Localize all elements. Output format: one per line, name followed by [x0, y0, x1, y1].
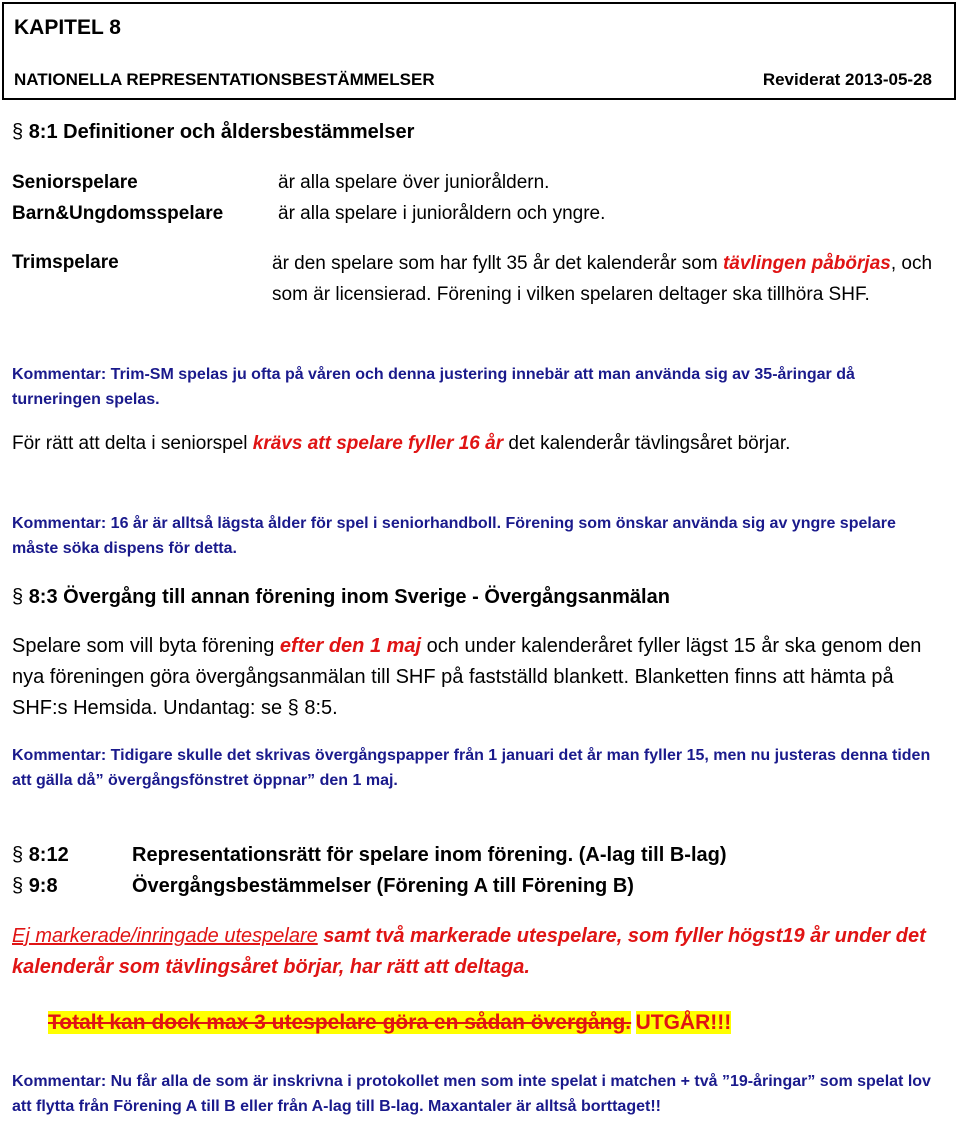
section-8-12-title: Representationsrätt för spelare inom förening. (A-lag till B-lag) [132, 844, 727, 866]
senior-para-text-2: det kalenderår tävlingsåret börjar. [508, 433, 791, 454]
def-trim-text-1: är den spelare som har fyllt 35 år det kalenderår som [272, 253, 718, 274]
unmarked-underlined: Ej markerade/inringade utespelare [12, 925, 318, 947]
section-8-12-num: 8:12 [28, 844, 69, 866]
revoked-label: UTGÅR!!! [635, 1011, 732, 1034]
transfer-red: efter den 1 maj [279, 635, 422, 657]
def-trimspelare [272, 248, 948, 310]
def-barn-ungdom: är alla spelare i junioråldern och yngre. [278, 203, 606, 224]
section-8-1-heading [12, 121, 414, 144]
def-trim-text-2: , och som är licensierad. Förening i vilken spelaren deltager ska tillhöra SHF. [272, 253, 933, 305]
senior-age-paragraph [12, 428, 942, 459]
def-seniorspelare: är alla spelare över junioråldern. [278, 172, 550, 193]
comment-transfer-papers: Kommentar: Tidigare skulle det skrivas övergångspapper från 1 januari det år man fyller 15, men nu justeras denna tiden att gälla då” övergångsfönstret öppnar” den 1 maj. [12, 747, 931, 789]
def-trim-red: tävlingen påbörjas [722, 253, 891, 274]
chapter-header [2, 2, 956, 100]
chapter-title: KAPITEL 8 [14, 16, 121, 39]
senior-para-red: krävs att spelare fyller 16 år [252, 433, 504, 454]
term-barn-ungdom: Barn&Ungdomsspelare [12, 203, 224, 224]
chapter-subtitle: NATIONELLA REPRESENTATIONSBESTÄMMELSER [14, 70, 435, 89]
paragraph-sign-icon: § [12, 844, 24, 866]
revoked-rule-text: Totalt kan dock max 3 utespelare göra en sådan övergång. [48, 1011, 632, 1034]
section-8-3-title: 8:3 Övergång till annan förening inom Sverige - Övergångsanmälan [28, 586, 670, 608]
unmarked-players-paragraph [12, 921, 946, 983]
section-8-1-title: 8:1 Definitioner och åldersbestämmelser [28, 121, 415, 143]
section-9-8-title: Övergångsbestämmelser (Förening A till Förening B) [132, 875, 634, 897]
comment-max-removed: Kommentar: Nu får alla de som är inskrivna i protokollet men som inte spelat i matchen + två ”19-åringar” som spelat lov att flytta från Förening A till B eller från A-lag till B-lag. Maxantaler är alltså borttaget!! [12, 1073, 931, 1115]
section-8-3-heading [12, 586, 670, 609]
transfer-text-2: och under kalenderåret fyller lägst 15 år ska genom den nya föreningen göra övergångsanmälan till SHF på fastställd blankett. Blanketten finns att hämta på SHF:s Hemsida. Undantag: se § 8:5. [12, 635, 922, 719]
section-8-12-heading [12, 844, 69, 867]
revoked-rule-line [48, 1011, 731, 1035]
comment-trim-sm: Kommentar: Trim-SM spelas ju ofta på våren och denna justering innebär att man använda sig av 35-åringar då turneringen spelas. [12, 366, 855, 408]
senior-para-text-1: För rätt att delta i seniorspel [12, 433, 248, 454]
section-9-8-heading [12, 875, 58, 898]
transfer-text-1: Spelare som vill byta förening [12, 635, 275, 657]
section-9-8-num: 9:8 [28, 875, 58, 897]
term-seniorspelare: Seniorspelare [12, 172, 138, 193]
comment-age-limit: Kommentar: 16 år är alltså lägsta ålder för spel i seniorhandboll. Förening som önskar använda sig av yngre spelare måste söka dispens för detta. [12, 515, 896, 557]
paragraph-sign-icon: § [12, 586, 24, 608]
term-trimspelare: Trimspelare [12, 252, 119, 273]
revision-date: Reviderat 2013-05-28 [762, 70, 932, 89]
paragraph-sign-icon: § [12, 121, 24, 143]
paragraph-sign-icon: § [12, 875, 24, 897]
unmarked-rest: samt två markerade utespelare, som fyller högst19 år under det kalenderår som tävlingsåret börjar, har rätt att deltaga. [12, 925, 926, 978]
transfer-paragraph [12, 631, 942, 724]
